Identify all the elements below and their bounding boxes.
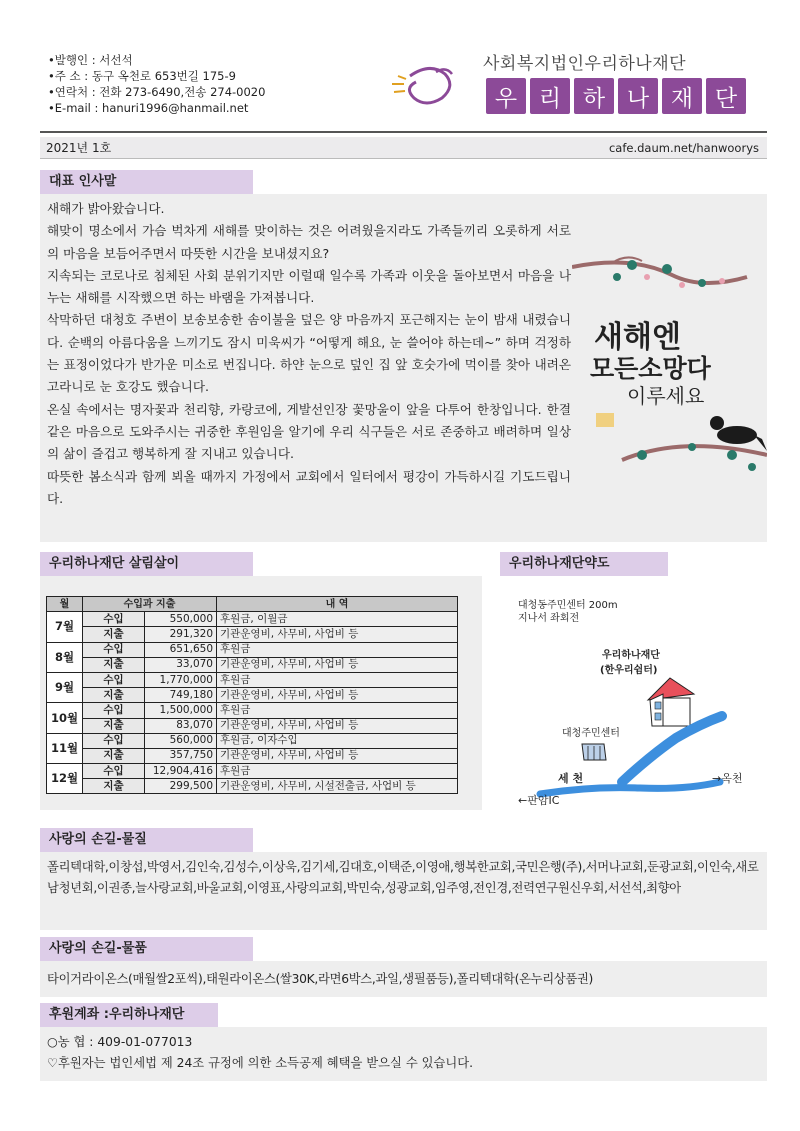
address-line: •주 소 : 동구 옥천로 653번길 175-9 [48,69,236,83]
detail-cell: 후원금 [217,672,458,687]
table-row [47,764,458,779]
foundation-logo-icon [390,64,470,114]
kind-cell: 수입 [83,733,145,748]
table-row [47,703,458,718]
panam-ic-direction: ←판암IC [518,794,560,807]
table-row [47,733,458,748]
amount-cell: 291,320 [145,627,217,642]
kind-cell: 수입 [83,703,145,718]
kind-cell: 지출 [83,688,145,703]
table-row [47,688,458,703]
amount-cell: 651,650 [145,642,217,657]
kind-cell: 지출 [83,779,145,794]
calligraphy-line: 이루세요 [627,384,705,408]
greeting-paragraph: 해맞이 명소에서 가슴 벅차게 새해를 맞이하는 것은 어려웠을지라도 가족들끼리 오롯하게 서로의 마음을 보듬어주면서 따뜻한 시간을 보내셨지요? [47,223,571,261]
org-tile: 하 [574,78,614,114]
amount-cell: 299,500 [145,779,217,794]
kind-cell: 지출 [83,748,145,763]
table-row [47,672,458,687]
detail-cell: 기관운영비, 사무비, 사업비 등 [217,718,458,733]
detail-cell: 후원금 [217,642,458,657]
calligraphy-line: 새해엔 [594,320,681,355]
kind-cell: 수입 [83,612,145,627]
finance-title: 우리하나재단 살림살이 [40,552,253,576]
month-cell: 10월 [47,703,83,733]
org-tile: 단 [706,78,746,114]
kind-cell: 지출 [83,718,145,733]
table-row [47,612,458,627]
amount-cell: 12,904,416 [145,764,217,779]
amount-cell: 83,070 [145,718,217,733]
greeting-paragraph: 온실 속에서는 명자꽃과 천리향, 카랑코에, 게발선인장 꽃망울이 앞을 다투어 한창입니다. 한결같은 마음으로 도와주시는 귀중한 후원임을 알기에 우리 식구들은 서로 존중하고 배려하며 일상의 삶이 즐겁고 행복하게 잘 지내고 있습니다. [47,401,571,462]
foundation-label: 우리하나재단 [602,650,660,661]
donors-goods-list: 타이거라이온스(매월쌀2포씩),태원라이온스(쌀30K,라면6박스,과일,생필품등),폴리텍대학(온누리상품권) [47,972,594,986]
map-title: 우리하나재단약도 [500,552,668,576]
issue-bar [40,137,767,159]
foundation-label: (한우리쉼터) [600,665,658,676]
month-cell: 12월 [47,764,83,794]
greeting-paragraph: 새해가 밝아왔습니다. [47,201,165,216]
detail-cell: 후원금 [217,703,458,718]
kind-cell: 수입 [83,764,145,779]
month-cell: 9월 [47,672,83,702]
bank-account: ○농 협 : 409-01-077013 [47,1035,193,1049]
amount-cell: 1,770,000 [145,672,217,687]
donors-money-list: 폴리텍대학,이창섭,박영서,김인숙,김성수,이상욱,김기세,김대호,이택준,이영애,행복한교회,국민은행(주),서머나교회,둔광교회,이인숙,새로남청년회,이권종,늘사랑교회,바울교회,이영표,사랑의교회,박민숙,성광교회,임주영,전인경,전력연구원신우회,서선석,최향아 [47,860,759,896]
calligraphy-line: 모든소망다 [590,354,711,383]
map-note: 지나서 좌회전 [518,613,580,624]
kind-cell: 지출 [83,657,145,672]
detail-cell: 기관운영비, 사무비, 사업비 등 [217,657,458,672]
finance-table [46,596,458,794]
table-row [47,627,458,642]
column-header: 월 [47,597,83,612]
detail-cell: 후원금, 이월금 [217,612,458,627]
okcheon-direction: →옥천 [712,772,743,785]
issue-number: 2021년 1호 [46,141,112,155]
location-map [500,586,767,816]
greeting-paragraph: 지속되는 코로나로 침체된 사회 분위기지만 이럴때 일수록 가족과 이웃을 돌아보면서 마음을 나누는 새해를 시작했으면 하는 바램을 가져봅니다. [47,267,571,306]
detail-cell: 기관운영비, 사무비, 사업비 등 [217,748,458,763]
kind-cell: 수입 [83,642,145,657]
amount-cell: 1,500,000 [145,703,217,718]
house-icon [648,678,694,726]
detail-cell: 기관운영비, 사무비, 사업비 등 [217,688,458,703]
table-row [47,657,458,672]
kind-cell: 수입 [83,672,145,687]
table-row [47,748,458,763]
org-tile: 나 [618,78,658,114]
greeting-body [47,198,571,510]
column-header: 수입과 지출 [83,597,217,612]
email-line: •E-mail : hanuri1996@hanmail.net [48,101,249,115]
tax-notice: ♡후원자는 법인세법 제 24조 규정에 의한 소득공제 혜택을 받으실 수 있습니다. [47,1056,474,1070]
building-icon [582,744,606,760]
community-center-label: 대청주민센터 [562,728,620,739]
amount-cell: 749,180 [145,688,217,703]
table-row [47,642,458,657]
detail-cell: 후원금, 이자수입 [217,733,458,748]
detail-cell: 기관운영비, 사무비, 사업비 등 [217,627,458,642]
new-year-illustration [572,255,767,480]
greeting-title: 대표 인사말 [40,170,253,194]
month-cell: 8월 [47,642,83,672]
org-full-name: 사회복지법인우리하나재단 [483,54,687,74]
org-tile: 재 [662,78,702,114]
table-row [47,718,458,733]
cafe-link[interactable]: cafe.daum.net/hanwoorys [608,141,759,155]
river-label: 세 천 [558,772,584,785]
month-cell: 11월 [47,733,83,763]
table-row [47,779,458,794]
account-title: 후원계좌 :우리하나재단 [40,1003,218,1027]
org-name-tiles [486,78,746,114]
publisher-info [48,52,265,116]
amount-cell: 550,000 [145,612,217,627]
month-cell: 7월 [47,612,83,642]
amount-cell: 33,070 [145,657,217,672]
org-tile: 리 [530,78,570,114]
kind-cell: 지출 [83,627,145,642]
amount-cell: 357,750 [145,748,217,763]
detail-cell: 기관운영비, 사무비, 시설전출금, 사업비 등 [217,779,458,794]
contact-line: •연락처 : 전화 273-6490,전송 274-0020 [48,85,266,99]
detail-cell: 후원금 [217,764,458,779]
greeting-paragraph: 따뜻한 봄소식과 함께 뵈올 때까지 가정에서 교회에서 일터에서 평강이 가득하시길 기도드립니다. [47,468,571,506]
amount-cell: 560,000 [145,733,217,748]
publisher-line: •발행인 : 서선석 [48,53,133,67]
greeting-paragraph: 삭막하던 대청호 주변이 보송보송한 솜이불을 덮은 양 마음까지 포근해지는 눈이 밤새 내렸습니다. 순백의 아름다움을 느끼기도 잠시 미욱씨가 “어떻게 해요, 눈 쓸어야 하는데~” 하며 걱정하는 표정이었다가 반가운 미소로 번집니다. 하얀 눈으로 덮인 집 앞 호숫가에 먹이를 찾아 내려온 고라니로 눈 호강도 했습니다. [47,312,571,395]
column-header: 내 역 [217,597,458,612]
donors-money-title: 사랑의 손길-물질 [40,828,253,852]
org-tile: 우 [486,78,526,114]
header-divider [40,131,767,133]
donors-goods-title: 사랑의 손길-물품 [40,937,253,961]
map-note: 대청동주민센터 200m [518,600,618,611]
